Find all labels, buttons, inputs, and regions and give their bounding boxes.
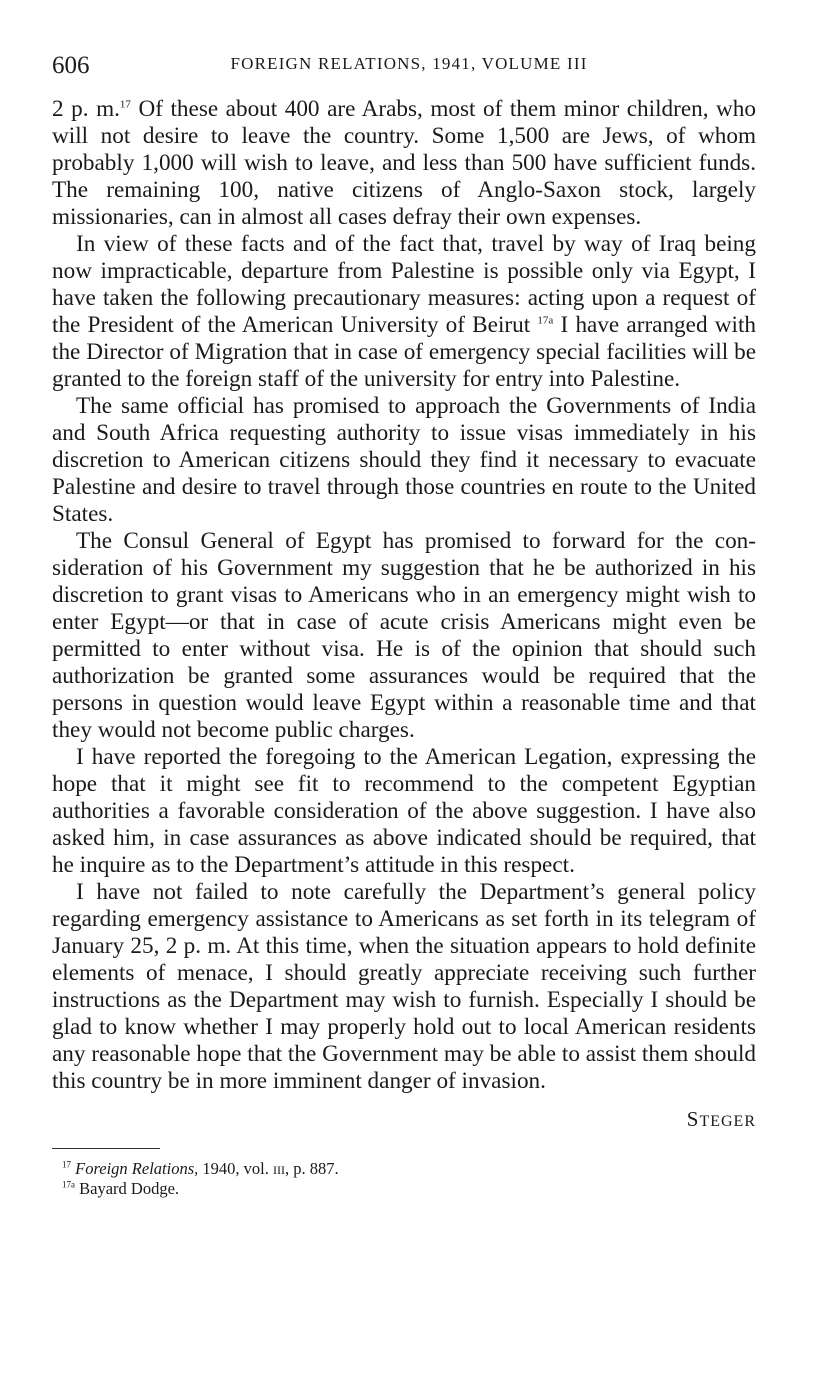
paragraph-consul-general-egypt: The Consul General of Egypt has promised to forward for the consideration of his Government my suggestion that he be authorized in his discretion to grant visas to Americans who in an emergency might wish to enter Egypt—or that in case of acute crisis Americans might even be permitted to enter without visa. He is of the opinion that should such authorization be granted some assurances would be required that the persons in question would leave Egypt within a reasonable time and that they would not become public charges. [52,528,756,743]
paragraph-visas-india-south-africa: The same official has promised to approach the Governments of India and South Africa requesting authority to issue visas immediately in his discretion to American citizens should they find it necessary to evacuate Palestine and desire to travel through those countries en route to the United States. [52,393,756,527]
footnote-divider [52,1148,160,1149]
body-text [52,96,756,1095]
running-head: FOREIGN RELATIONS, 1941, VOLUME III [230,54,588,73]
signature: STEGER [686,1107,756,1131]
paragraph-legation-report: I have reported the foregoing to the American Legation, expressing the hope that it might see fit to recommend to the competent Egyptian authorities a favorable consideration of the above suggestion. I have also asked him, in case assurances as above indicated should be required, that he inquire as to the Department’s attitude in this respect. [52,744,756,878]
paragraph-continuation: 2 p. m.$^{17}$ Of these about 400 are Arabs, most of them minor children, who will not desire to leave the country. Some 1,500 are Jews, of whom probably 1,000 will wish to leave, and less than 500 have sufficient funds. The remaining 100, native citizens of Anglo-Saxon stock, largely missionaries, can in almost all cases defray their own expenses. [52,96,756,230]
footnotes [52,1159,756,1199]
footnote-ref-17a: 17a [537,314,554,327]
footnote-ref-17: 17 [119,98,131,111]
page-number: 606 [52,52,90,79]
page-header [52,50,756,82]
document-page [52,50,756,1199]
paragraph-precautions: In view of these facts and of the fact that, travel by way of Iraq being now impracticable, departure from Palestine is possible only via Egypt, I have taken the following precautionary measures: acting upon a request of the President of the American University of Beirut $^{17a}$ I have arranged with the Director of Migration that in case of emergency special facilities will be granted to the foreign staff of the university for entry into Palestine. [52,231,756,392]
paragraph-department-policy: I have not failed to note carefully the Department’s general policy regarding emergency assistance to Americans as set forth in its telegram of January 25, 2 p. m. At this time, when the situation appears to hold definite elements of menace, I should greatly appreciate receiving such further instructions as the Department may wish to furnish. Especially I should be glad to know whether I may properly hold out to local American residents any reasonable hope that the Government may be able to assist them should this country be in more imminent danger of invasion. [52,879,756,1094]
footnote-17: $^{17}$ Foreign Relations, 1940, vol. iii, p. 887. [62,1159,339,1178]
footnote-17a: $^{17a}$ Bayard Dodge. [62,1179,180,1198]
